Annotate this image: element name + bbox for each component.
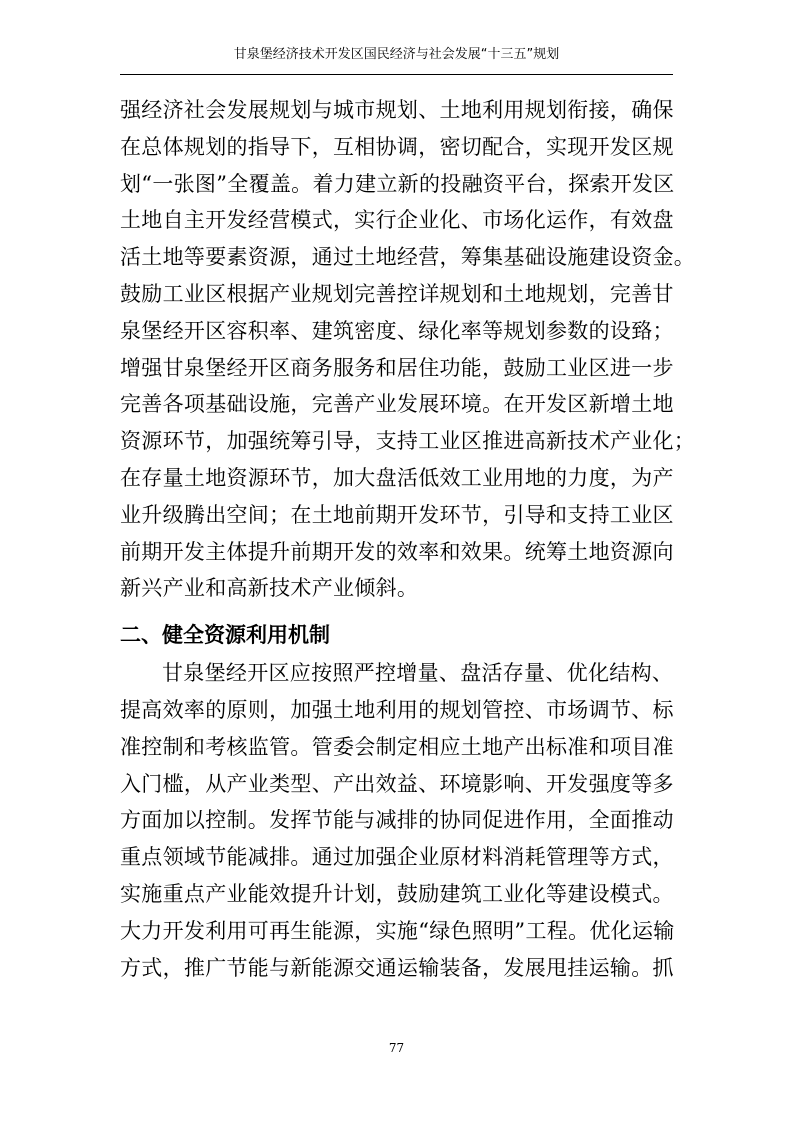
text-line: 方式，推广节能与新能源交通运输装备，发展甩挂运输。抓 — [120, 955, 674, 980]
text-line: 重点领域节能减排。通过加强企业原材料消耗管理等方式， — [120, 845, 674, 870]
text-line: 方面加以控制。发挥节能与减排的协同促进作用，全面推动 — [120, 808, 674, 833]
text-line: 在存量土地资源环节，加大盘活低效工业用地的力度，为产 — [120, 465, 674, 490]
text-line: 增强甘泉堡经开区商务服务和居住功能，鼓励工业区进一步 — [120, 355, 674, 380]
text-line: 甘泉堡经开区应按照严控增量、盘活存量、优化结构、 — [162, 661, 674, 686]
text-line: 新兴产业和高新技术产业倾斜。 — [120, 576, 419, 601]
text-line: 前期开发主体提升前期开发的效率和效果。统筹土地资源向 — [120, 539, 674, 564]
text-line: 强经济社会发展规划与城市规划、土地利用规划衔接，确保 — [120, 98, 674, 122]
text-line: 资源环节，加强统筹引导，支持工业区推进高新技术产业化； — [120, 429, 696, 454]
running-header: 甘泉堡经济技术开发区国民经济与社会发展“十三五”规划 — [233, 47, 560, 62]
text-line: 活土地等要素资源，通过土地经营，筹集基础设施建设资金。 — [120, 245, 696, 270]
text-line: 鼓励工业区根据产业规划完善控详规划和土地规划，完善甘 — [120, 281, 674, 306]
text-line: 大力开发利用可再生能源，实施“绿色照明”工程。优化运输 — [120, 918, 675, 943]
text-line: 业升级腾出空间；在土地前期开发环节，引导和支持工业区 — [120, 502, 674, 527]
text-line: 在总体规划的指导下，互相协调，密切配合，实现开发区规 — [120, 134, 674, 159]
text-line: 泉堡经开区容积率、建筑密度、绿化率等规划参数的设臵； — [120, 318, 674, 343]
paragraph-resource-mechanism — [120, 655, 673, 986]
text-line: 土地自主开发经营模式，实行企业化、市场化运作，有效盘 — [120, 208, 674, 233]
page-number: 77 — [388, 1041, 405, 1055]
paragraph-land-planning — [120, 92, 696, 607]
text-line: 实施重点产业能效提升计划，鼓励建筑工业化等建设模式。 — [120, 881, 674, 906]
text-line: 入门槛，从产业类型、产出效益、环境影响、开发强度等多 — [120, 771, 674, 796]
text-line: 提高效率的原则，加强土地利用的规划管控、市场调节、标 — [120, 697, 674, 722]
page-body — [120, 92, 696, 986]
section-heading: 二、健全资源利用机制 — [120, 623, 330, 648]
text-line: 准控制和考核监管。管委会制定相应土地产出标准和项目准 — [120, 734, 674, 759]
header-divider — [120, 74, 673, 75]
text-line: 划“一张图”全覆盖。着力建立新的投融资平台，探索开发区 — [120, 171, 675, 196]
text-line: 完善各项基础设施，完善产业发展环境。在开发区新增土地 — [120, 392, 674, 417]
